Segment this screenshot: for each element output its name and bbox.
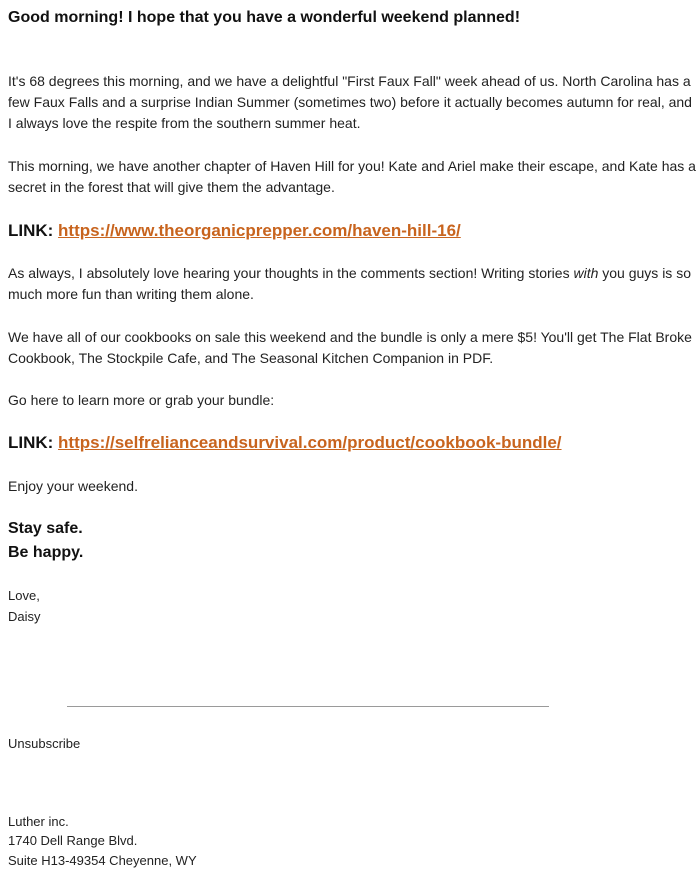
link-prefix: LINK: <box>8 221 59 240</box>
signature: Daisy <box>8 609 41 624</box>
link-prefix: LINK: <box>8 433 59 452</box>
comments-emphasis: with <box>573 265 599 281</box>
company-name: Luther inc. <box>8 814 69 829</box>
address-line-2: Suite H13-49354 Cheyenne, WY <box>8 853 197 868</box>
unsubscribe-container <box>8 733 80 754</box>
footer-divider <box>67 706 549 707</box>
cookbook-bundle-link[interactable]: https://selfrelianceandsurvival.com/product/cookbook-bundle/ <box>58 433 562 452</box>
comments-text-after: you guys is so much more fun than writing them alone. <box>8 265 691 302</box>
enjoy-line: Enjoy your weekend. <box>8 478 138 494</box>
stay-safe-line: Stay safe. <box>8 520 83 537</box>
comments-paragraph <box>8 263 698 305</box>
bundle-intro-paragraph: Go here to learn more or grab your bundle: <box>8 392 275 408</box>
weather-paragraph: It's 68 degrees this morning, and we have a delightful "First Faux Fall" week ahead of us. North Carolina has a few Faux Falls and a surprise Indian Summer (sometimes two) before it actually becomes autumn for real, and I always love the respite from the southern summer heat. <box>8 73 692 131</box>
signoff: Love, <box>8 588 40 603</box>
haven-hill-link[interactable]: https://www.theorganicprepper.com/haven-hill-16/ <box>58 221 461 240</box>
address-line-1: 1740 Dell Range Blvd. <box>8 833 138 848</box>
unsubscribe-link[interactable]: Unsubscribe <box>8 736 81 751</box>
cookbook-paragraph: We have all of our cookbooks on sale this weekend and the bundle is only a mere $5! You'll get The Flat Broke Cookbook, The Stockpile Cafe, and The Seasonal Kitchen Companion in PDF. <box>8 329 692 366</box>
comments-text-before: As always, I absolutely love hearing your thoughts in the comments section! Writing stories <box>8 265 574 281</box>
be-happy-line: Be happy. <box>8 544 84 561</box>
greeting-heading: Good morning! I hope that you have a wonderful weekend planned! <box>8 9 521 26</box>
story-paragraph: This morning, we have another chapter of Haven Hill for you! Kate and Ariel make their escape, and Kate has a secret in the forest that will give them the advantage. <box>8 158 696 195</box>
bundle-link-line <box>8 433 562 453</box>
story-link-line <box>8 221 461 241</box>
